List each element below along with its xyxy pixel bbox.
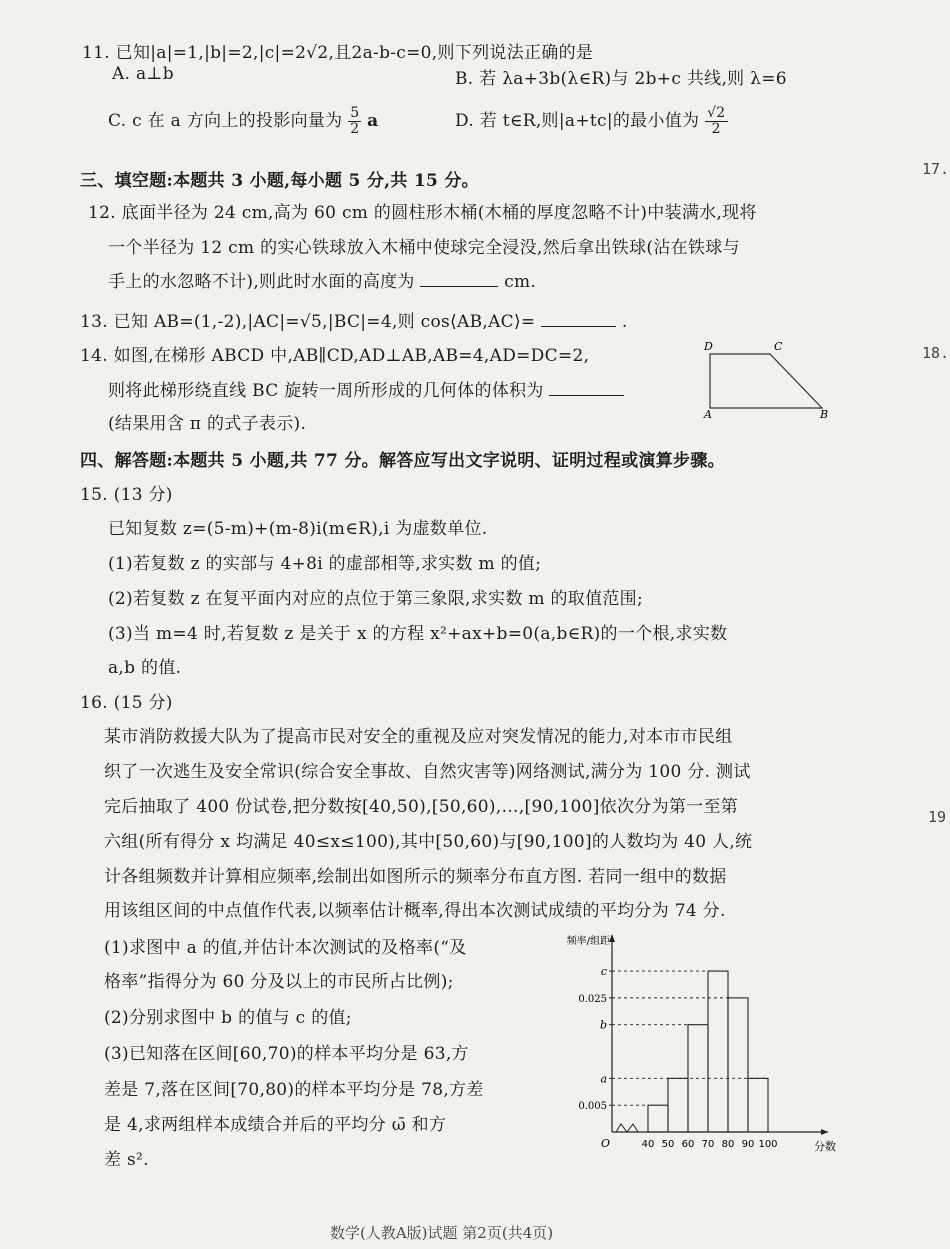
q12-unit: cm. (504, 272, 537, 292)
q15-part-3: (3)当 m=4 时,若复数 z 是关于 x 的方程 x²+ax+b=0(a,b∈R)的一个根,求实数 (108, 624, 728, 644)
q11-option-c-text: C. c 在 a 方向上的投影向量为 (108, 111, 343, 131)
answer-blank (549, 394, 624, 396)
q16-line-1: 某市消防救援大队为了提高市民对安全的重视及应对突发情况的能力,对本市市民组 (104, 727, 733, 747)
fraction-numerator: √2 (707, 105, 726, 121)
section-4-heading: 四、解答题:本题共 5 小题,共 77 分。解答应写出文字说明、证明过程或演算步骤。 (80, 451, 725, 471)
fraction-5-over-2 (348, 106, 361, 137)
side-question-17: 17. (922, 160, 950, 178)
q11-option-b: B. 若 λa+3b(λ∈R)与 2b+c 共线,则 λ=6 (455, 69, 787, 89)
origin-label: O (600, 1137, 610, 1150)
histogram-bar (748, 1078, 768, 1132)
q16-line-6: 用该组区间的中点值作代表,以频率估计概率,得出本次测试成绩的平均分为 74 分. (104, 901, 726, 921)
q11-option-a: A. a⊥b (112, 64, 174, 84)
histogram-bar (708, 971, 728, 1132)
q11-option-c (108, 106, 378, 137)
q15-header: 15. (13 分) (80, 485, 173, 505)
histogram-bar (668, 1078, 688, 1132)
q16-line-4: 六组(所有得分 x 均满足 40≤x≤100),其中[50,60)与[90,100]的人数均为 40 人,统 (104, 832, 753, 852)
x-tick-label: 90 (741, 1139, 755, 1150)
q14-line-2-text: 则将此梯形绕直线 BC 旋转一周所形成的几何体的体积为 (108, 381, 544, 401)
y-tick-label: a (600, 1072, 607, 1086)
fraction-denominator: 2 (350, 121, 360, 137)
histogram-svg (560, 928, 840, 1158)
footer-text: 数学(人教A版)试题 第2页(共4页) (330, 1224, 554, 1242)
x-tick-label: 80 (721, 1139, 735, 1150)
x-axis-arrow (821, 1129, 828, 1135)
q14-line-1: 14. 如图,在梯形 ABCD 中,AB∥CD,AD⊥AB,AB=4,AD=DC=2, (80, 346, 590, 366)
q12-line-3-text: 手上的水忽略不计),则此时水面的高度为 (108, 272, 415, 292)
frequency-histogram (560, 928, 840, 1158)
q16-part-3-cont-1: 差是 7,落在区间[70,80)的样本平均分是 78,方差 (104, 1080, 484, 1100)
trapezoid-svg (700, 340, 840, 420)
fraction-sqrt2-over-2 (705, 106, 727, 137)
x-tick-label: 60 (681, 1139, 695, 1150)
q14-line-3: (结果用含 π 的式子表示). (108, 414, 307, 434)
answer-blank (541, 325, 616, 327)
q15-stem: 已知复数 z=(5-m)+(m-8)i(m∈R),i 为虚数单位. (108, 519, 488, 539)
fraction-numerator: 5 (350, 105, 360, 121)
q16-part-3: (3)已知落在区间[60,70)的样本平均分是 63,方 (104, 1044, 469, 1064)
q12-line-3 (108, 267, 536, 292)
y-tick-label: 0.025 (578, 993, 607, 1005)
q16-line-3: 完后抽取了 400 份试卷,把分数按[40,50),[50,60),…,[90,100]依次分为第一至第 (104, 797, 739, 817)
x-tick-label: 100 (758, 1139, 778, 1150)
x-axis-label: 分数 (814, 1140, 836, 1153)
x-tick-label: 40 (641, 1139, 655, 1150)
fraction-denominator: 2 (711, 121, 721, 137)
trapezoid-figure (700, 340, 840, 420)
y-tick-label: c (600, 965, 607, 979)
y-tick-label: 0.005 (578, 1101, 607, 1113)
axis-break-zigzag (616, 1124, 638, 1132)
q12-line-1: 12. 底面半径为 24 cm,高为 60 cm 的圆柱形木桶(木桶的厚度忽略不计)中装满水,现将 (88, 203, 757, 223)
section-3-heading: 三、填空题:本题共 3 小题,每小题 5 分,共 15 分。 (80, 171, 479, 191)
side-question-19: 19 (928, 808, 947, 826)
q13 (80, 307, 628, 332)
trapezoid-abcd (710, 354, 822, 408)
q16-header: 16. (15 分) (80, 693, 173, 713)
q16-part-2: (2)分别求图中 b 的值与 c 的值; (104, 1008, 352, 1028)
q11-option-d (455, 106, 728, 137)
y-tick-label: b (599, 1018, 607, 1032)
vector-a: a (367, 111, 379, 131)
histogram-bar (648, 1105, 668, 1132)
q12-line-2: 一个半径为 12 cm 的实心铁球放入木桶中使球完全浸没,然后拿出铁球(沾在铁球与 (108, 238, 740, 258)
label-c: C (774, 340, 783, 353)
label-d: D (704, 340, 713, 353)
q16-part-1: (1)求图中 a 的值,并估计本次测试的及格率(“及 (104, 938, 467, 958)
q16-line-2: 织了一次逃生及安全常识(综合安全事故、自然灾害等)网络测试,满分为 100 分. 测试 (104, 762, 751, 782)
q15-part-1: (1)若复数 z 的实部与 4+8i 的虚部相等,求实数 m 的值; (108, 554, 542, 574)
q11-option-d-text: D. 若 t∈R,则|a+tc|的最小值为 (455, 111, 700, 131)
q16-line-5: 计各组频数并计算相应频率,绘制出如图所示的频率分布直方图. 若同一组中的数据 (104, 867, 727, 887)
q16-part-1-cont: 格率”指得分为 60 分及以上的市民所占比例); (104, 972, 454, 992)
label-a: A (704, 408, 712, 421)
q16-part-3-cont-3: 差 s². (104, 1150, 149, 1170)
q14-line-2 (108, 376, 624, 401)
answer-blank (420, 285, 498, 287)
q16-part-3-cont-2: 是 4,求两组样本成绩合并后的平均分 ω̄ 和方 (104, 1115, 447, 1135)
q15-part-3-cont: a,b 的值. (108, 658, 182, 678)
side-question-18: 18. (922, 344, 950, 362)
label-b: B (820, 408, 829, 421)
q13-period: . (621, 312, 628, 332)
x-tick-label: 50 (661, 1139, 675, 1150)
y-axis-label: 频率/组距 (566, 936, 610, 947)
histogram-bar (728, 998, 748, 1132)
question-11-stem: 11. 已知|a|=1,|b|=2,|c|=2√2,且2a-b-c=0,则下列说法正确的是 (82, 43, 594, 63)
q13-text: 13. 已知 AB=(1,-2),|AC|=√5,|BC|=4,则 cos⟨AB,AC⟩= (80, 312, 536, 332)
x-tick-label: 70 (701, 1139, 715, 1150)
q15-part-2: (2)若复数 z 在复平面内对应的点位于第三象限,求实数 m 的取值范围; (108, 589, 644, 609)
page-footer (330, 1224, 630, 1242)
cut-off-question-11-stem (60, 32, 710, 63)
